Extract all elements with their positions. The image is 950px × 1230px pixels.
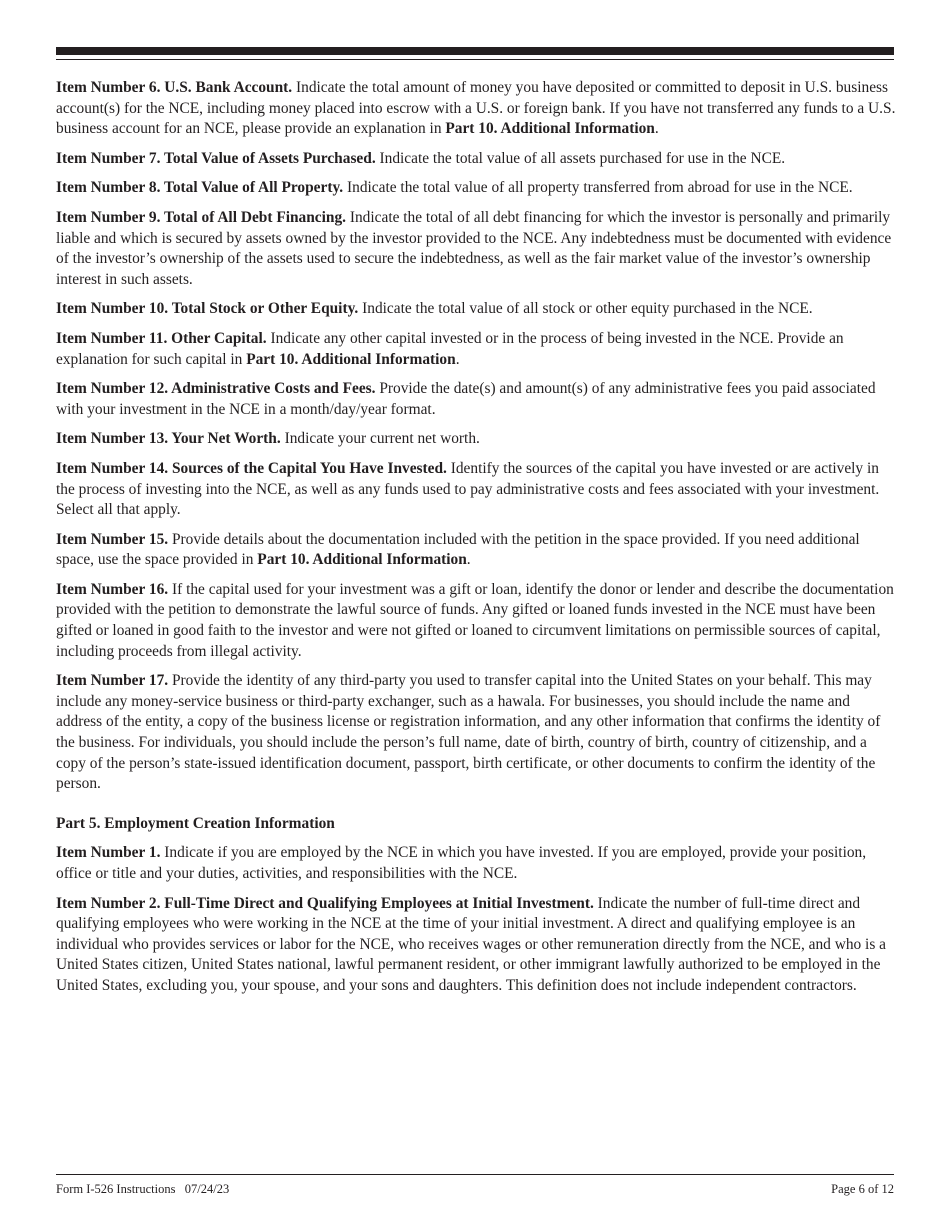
item-9-paragraph (56, 208, 896, 290)
item-10-paragraph (56, 299, 896, 320)
item-17-text: Provide the identity of any third-party you used to transfer capital into the United States on your behalf. This may include any money-service business or third-party exchanger, such as a hawala. For businesses, you should include the name and address of the entity, a copy of the business license or registration information, and any other information that confirms the identity of the business. For individuals, you should include the person’s full name, date of birth, country of birth, country of citizenship, and a copy of the person’s state-issued identification document, passport, birth certificate, or other documents to confirm the identity of the person. (56, 672, 881, 793)
part-5-item-1-lead: Item Number 1. (56, 844, 161, 862)
part-5-item-2-text: Indicate the number of full-time direct and qualifying employees who were working in the NCE at the time of your initial investment. A direct and qualifying employee is an individual who provides services or labor for the NCE, who receives wages or other remuneration directly from the NCE, and who is a United States citizen, United States national, lawful permanent resident, or other immigrant lawfully authorized to be employed in the United States, excluding you, your spouse, and your sons and daughters. This definition does not include independent contractors. (56, 894, 887, 994)
item-9-text: Indicate the total of all debt financing for which the investor is personally and primarily liable and which is secured by assets owned by the investor provided to the NCE. Any indebtedness must be documented with evidence of the investor’s ownership of the assets used to secure the indebtedness, as well as the fair market value of the investor’s ownership interest in such assets. (56, 208, 892, 288)
item-6-tail: . (654, 120, 659, 138)
item-15-text: Provide details about the documentation included with the petition in the space provided. If you need additional space, use the space provided in (56, 530, 860, 569)
item-13-text: Indicate your current net worth. (280, 430, 480, 448)
item-15-lead: Item Number 15. (56, 530, 169, 548)
instructions-body (56, 78, 896, 1006)
item-16-paragraph (56, 580, 896, 662)
item-12-paragraph (56, 379, 896, 420)
item-15-tail: . (466, 551, 471, 569)
item-11-text: Indicate any other capital invested or in the process of being invested in the NCE. Provide an explanation for such capital in (56, 329, 844, 368)
footer-page-number: Page 6 of 12 (831, 1182, 894, 1196)
item-12-lead: Item Number 12. Administrative Costs and Fees. (56, 380, 376, 398)
item-16-lead: Item Number 16. (56, 580, 169, 598)
item-11-lead: Item Number 11. Other Capital. (56, 329, 267, 347)
item-14-text: Identify the sources of the capital you have invested or are actively in the process of investing into the NCE, as well as any funds used to pay administrative costs and fees associated with your investment. Select all that apply. (56, 459, 880, 519)
part-5-item-1-text: Indicate if you are employed by the NCE in which you have invested. If you are employed, provide your position, office or title and your duties, activities, and responsibilities with the NCE. (56, 844, 867, 882)
item-13-paragraph (56, 429, 896, 450)
footer-form-label: Form I-526 Instructions 07/24/23 (56, 1182, 230, 1196)
item-6-text: Indicate the total amount of money you have deposited or committed to deposit in U.S. business account(s) for the NCE, including money placed into escrow with a U.S. or foreign bank. If you have not transferred any funds to a U.S. business account for an NCE, please provide an explanation in (56, 79, 896, 138)
footer-rule (56, 1174, 894, 1175)
part-5-item-2-paragraph (56, 894, 896, 997)
item-7-lead: Item Number 7. Total Value of Assets Purchased. (56, 149, 376, 167)
header-thick-rule (56, 47, 894, 55)
item-14-lead: Item Number 14. Sources of the Capital You Have Invested. (56, 459, 447, 477)
item-17-paragraph (56, 671, 896, 795)
item-6-lead: Item Number 6. U.S. Bank Account. (56, 79, 293, 96)
part-5-item-1-paragraph (56, 843, 896, 884)
item-7-text: Indicate the total value of all assets purchased for use in the NCE. (375, 149, 786, 167)
item-8-lead: Item Number 8. Total Value of All Property. (56, 179, 344, 197)
item-10-text: Indicate the total value of all stock or other equity purchased in the NCE. (358, 300, 813, 318)
item-6-paragraph (56, 78, 896, 140)
item-6-reference: Part 10. Additional Information (445, 120, 655, 138)
part-5-item-2-lead: Item Number 2. Full-Time Direct and Qualifying Employees at Initial Investment. (56, 894, 594, 912)
item-11-tail: . (455, 350, 460, 368)
item-8-paragraph (56, 178, 896, 199)
header-thin-rule (56, 59, 894, 60)
item-7-paragraph (56, 149, 896, 170)
item-16-text: If the capital used for your investment was a gift or loan, identify the donor or lender and describe the documentation provided with the petition to demonstrate the lawful source of funds. Any gifted or loaned funds invested in the NCE must have been gifted or loaned in good faith to the investor and were not gifted or loaned to circumvent limitations on permissible sources of capital, including proceeds from illegal activity. (56, 580, 894, 660)
item-17-lead: Item Number 17. (56, 672, 169, 690)
item-11-reference: Part 10. Additional Information (246, 350, 456, 368)
item-15-paragraph (56, 530, 896, 571)
item-14-paragraph (56, 459, 896, 521)
item-11-paragraph (56, 329, 896, 370)
item-15-reference: Part 10. Additional Information (257, 551, 467, 569)
item-12-text: Provide the date(s) and amount(s) of any administrative fees you paid associated with your investment in the NCE in a month/day/year format. (56, 380, 876, 418)
part-5-heading: Part 5. Employment Creation Information (56, 814, 335, 832)
item-10-lead: Item Number 10. Total Stock or Other Equity. (56, 300, 359, 318)
item-13-lead: Item Number 13. Your Net Worth. (56, 430, 281, 448)
item-9-lead: Item Number 9. Total of All Debt Financing. (56, 208, 347, 226)
item-8-text: Indicate the total value of all property transferred from abroad for use in the NCE. (343, 179, 853, 197)
